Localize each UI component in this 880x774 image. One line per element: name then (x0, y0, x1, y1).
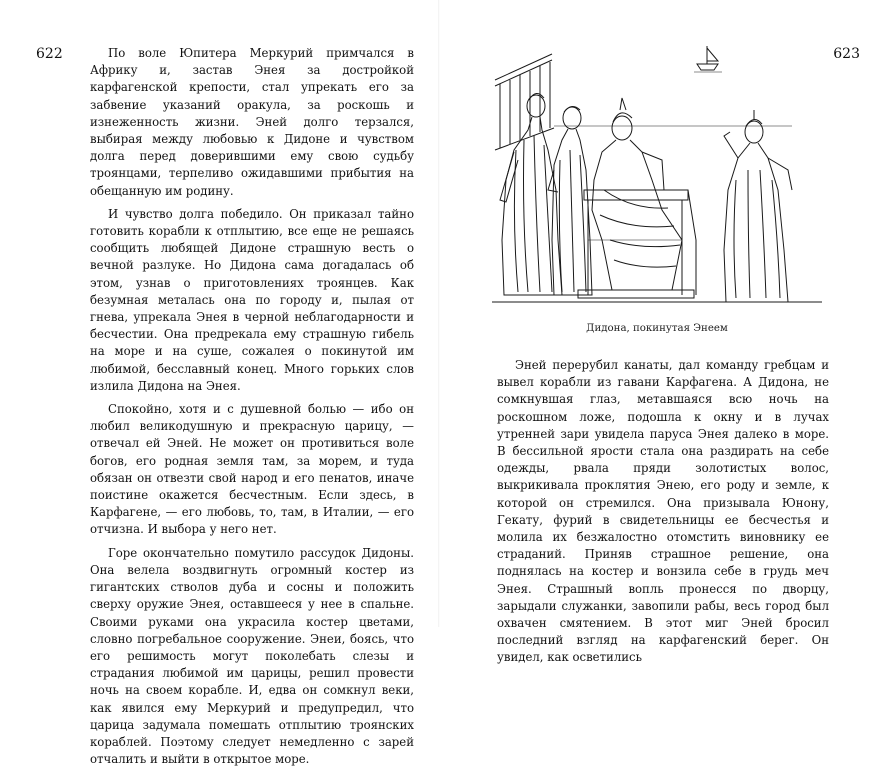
ship (694, 46, 722, 72)
page-number-right: 623 (833, 46, 860, 62)
figure-dido-seated (578, 98, 696, 298)
left-page-text (90, 45, 414, 774)
illustration-dido-abandoned (492, 40, 822, 314)
right-page-text (497, 357, 829, 673)
paragraph: Спокойно, хотя и с душевной болью — ибо он любил великодушную и прекрасную царицу, — отвечал ей Эней. Не может он противиться воле богов, его родная земля там, за морем, и туда обязан он отвезти свой народ и его пенатов, иначе поистине окажется бесчестным. Если здесь, в Карфагене, — его любовь, то, там, в Италии, — его отчизна. И выбора у него нет. (90, 402, 414, 537)
left-page (0, 0, 440, 767)
line-engraving (492, 40, 822, 314)
paragraph: Горе окончательно помутило рассудок Дидоны. Она велела воздвигнуть огромный костер из гигантских стволов дуба и сосны и положить сверху оружие Энея, оставшееся у нее в спальне. Своими руками она украсила костер цветами, словно погребальное сооружение. Энеи, боясь, что его решимость могут поколебать слезы и страдания любимой им царицы, решил провести ночь на своем корабле. И, едва он сомкнул веки, как явился ему Меркурий и предупредил, что царица задумала помешать отплытию троянских кораблей. Поэтому следует немедленно с зарей отчалить и выйти в открытое море. (90, 545, 414, 767)
right-page (440, 0, 880, 665)
paragraph: По воле Юпитера Меркурий примчался в Африку и, застав Энея за достройкой карфагенской крепости, стал упрекать его за забвение указаний оракула, за роскошь и изнеженность жизни. Эней долго терзался, выбирая между любовью к Дидоне и чувством долга перед доверившими ему свою судьбу троянцами, терпеливо ожидавшими прибытия на обещанную им родину. (90, 46, 414, 198)
page-number-left: 622 (36, 46, 63, 62)
figure-caption: Дидона, покинутая Энеем (586, 323, 728, 334)
paragraph: Эней перерубил канаты, дал команду гребцам и вывел корабли из гавани Карфагена. А Дидона, не сомкнувшая глаз, метавшаяся всю ночь на роскошном ложе, подошла к окну и в лучах утренней зари увидела паруса Энея далеко в море. В бессильной ярости стала она раздирать на себе одежды, рвала пряди золотистых волос, выкрикивала проклятия Энею, его роду и земле, к которой он стремился. Она призывала Юнону, Гекату, фурий в свидетельницы ее бесчестья и молила их безжалостно отомстить виновнику ее страданий. Приняв страшное решение, она поднялась на костер и вонзила себе в грудь меч Энея. Страшный вопль пронесся по дворцу, зарыдали служанки, завопили рабы, весь город был охвачен смятением. В этот миг Эней бросил последний взгляд на карфагенский берег. Он увидел, как осветились (497, 358, 829, 665)
paragraph: И чувство долга победило. Он приказал тайно готовить корабли к отплытию, все еще не решаясь сообщить любящей Дидоне страшную весть о вечной разлуке. Но Дидона сама догадалась об этом, узнав о приготовлениях троянцев. Как безумная металась она по городу и, пылая от гнева, упрекала Энея в черной неблагодарности и бесчестии. Она предрекала ему страшную гибель на море и на суше, сожалея о покинутой им любимой, бесславный конец. Много горьких слов излила Дидона на Энея. (90, 206, 414, 393)
figure-attendant-middle (548, 106, 592, 295)
figure-woman-right (724, 110, 792, 302)
